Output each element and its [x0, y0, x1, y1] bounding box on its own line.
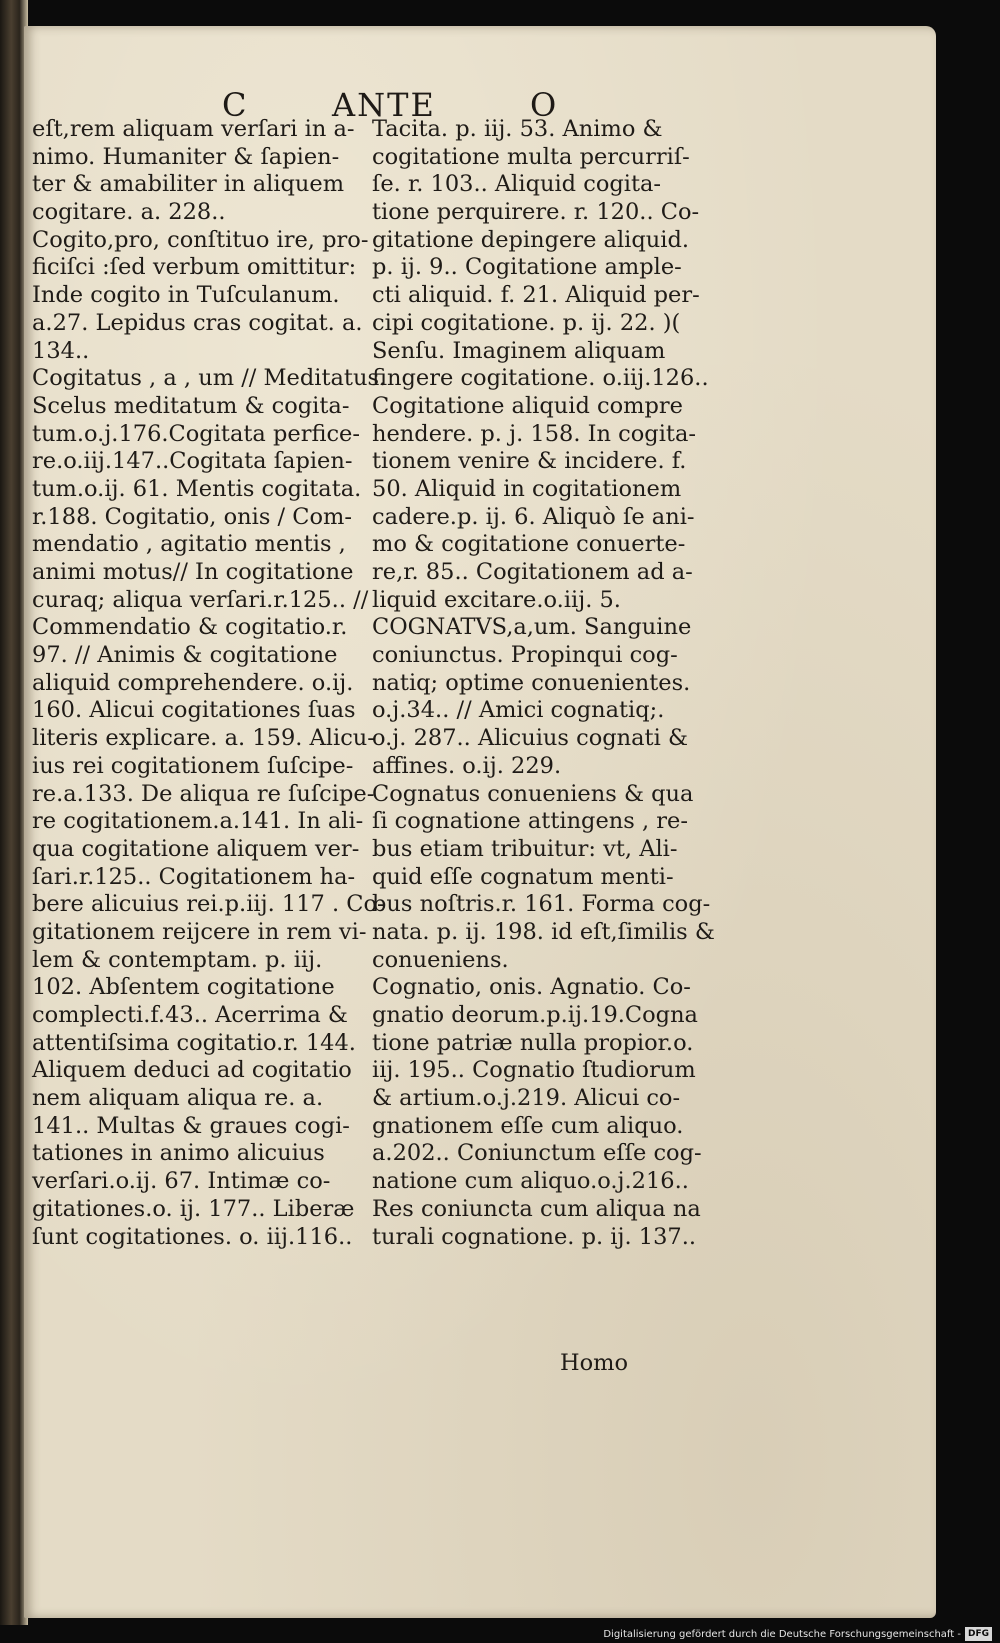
left-column-line: eſt,rem aliquam verſari in a- [32, 116, 355, 142]
right-column-line: iij. 195.. Cognatio ſtudiorum [372, 1057, 696, 1084]
left-column-line: mendatio , agitatio mentis , [32, 531, 346, 558]
right-column-line: Senſu. Imaginem aliquam [372, 337, 666, 364]
left-column-line: Cogitatus , a , um // Meditatus. [32, 365, 387, 392]
right-column-line: gnationem eſſe cum aliquo. [372, 1112, 684, 1139]
right-column-line: fingere cogitatione. o.iij.126.. [372, 365, 709, 392]
right-column-line: ſe. r. 103.. Aliquid cogita- [372, 171, 662, 198]
right-column-line: affines. o.ij. 229. [372, 752, 562, 779]
left-column-line: Commendatio & cogitatio.r. [32, 614, 348, 641]
right-column-line: ſi cognatione attingens , re- [372, 808, 688, 835]
left-column-line: Inde cogito in Tuſculanum. [32, 282, 340, 309]
right-column-line: o.j. 287.. Alicuius cognati & [372, 725, 688, 752]
right-column-line: COGNATVS,a,um. Sanguine [372, 614, 692, 641]
left-column-line: Aliquem deduci ad cogitatio [32, 1057, 352, 1084]
right-column-line: coniunctus. Propinqui cog- [372, 642, 678, 669]
running-head-left: C [222, 86, 247, 124]
right-column-line: Cogitatione aliquid compre [372, 392, 683, 419]
right-column-line: gnatio deorum.p.ij.19.Cogna [372, 1002, 698, 1028]
right-column-line: nata. p. ij. 198. id eſt,ſimilis & [372, 918, 715, 945]
right-column-line: Res coniuncta cum aliqua na [372, 1195, 701, 1222]
left-column-line: re.o.iij.147..Cogitata ſapien- [32, 448, 353, 475]
left-column-line: ius rei cogitationem ſuſcipe- [32, 752, 354, 779]
right-column-line: Cognatus conueniens & qua [372, 780, 694, 807]
right-column-line: natiq; optime conuenientes. [372, 669, 691, 696]
right-column-line: gitatione depingere aliquid. [372, 226, 689, 253]
running-head-right: O [530, 86, 557, 124]
left-column-line: Cogito,pro, conſtituo ire, pro- [32, 226, 369, 253]
left-column-line: 134.. [32, 337, 90, 364]
right-column-line: cadere.p. ij. 6. Aliquò ſe ani- [372, 503, 695, 530]
left-column-line: tum.o.j.176.Cogitata perfice- [32, 420, 360, 447]
right-column-line: a.202.. Coniunctum eſſe cog- [372, 1140, 702, 1167]
right-column-line: natione cum aliquo.o.j.216.. [372, 1168, 689, 1195]
right-column-line: 50. Aliquid in cogitationem [372, 475, 682, 502]
left-text-column [32, 116, 387, 1251]
left-column-line: gitationem reijcere in rem vi- [32, 918, 367, 945]
right-column-line: cogitatione multa percurriſ- [372, 143, 690, 170]
left-column-line: literis explicare. a. 159. Alicu- [32, 725, 375, 752]
digitization-footer [603, 1626, 992, 1642]
left-column-line: gitationes.o. ij. 177.. Liberæ [32, 1195, 355, 1222]
left-column-line: attentiſsima cogitatio.r. 144. [32, 1029, 356, 1056]
left-column-line: curaq; aliqua verſari.r.125.. // [32, 586, 369, 613]
left-column-line: animi motus// In cogitatione [32, 559, 354, 585]
left-column-line: 160. Alicui cogitationes ſuas [32, 697, 356, 724]
right-column-line: o.j.34.. // Amici cognatiq;. [372, 697, 665, 724]
left-column-line: ſari.r.125.. Cogitationem ha- [32, 863, 356, 890]
dfg-logo: DFG [965, 1627, 992, 1641]
left-column-line: complecti.f.43.. Acerrima & [32, 1002, 348, 1028]
right-column-line: mo & cogitatione conuerte- [372, 531, 686, 558]
left-column-line: 141.. Multas & graues cogi- [32, 1112, 350, 1139]
right-column-line: Cognatio, onis. Agnatio. Co- [372, 974, 691, 1001]
left-column-line: bere alicuius rei.p.iij. 117 . Co- [32, 891, 385, 918]
right-column-line: turali cognatione. p. ij. 137.. [372, 1223, 697, 1250]
left-column-line: tationes in animo alicuius [32, 1140, 325, 1167]
right-column-line: quid eſſe cognatum menti- [372, 863, 674, 890]
right-column-line: conueniens. [372, 946, 509, 973]
left-column-line: Scelus meditatum & cogita- [32, 392, 350, 419]
left-column-line: ſunt cogitationes. o. iij.116.. [32, 1223, 353, 1250]
catchword: Homo [560, 1350, 629, 1376]
right-column-line: liquid excitare.o.iij. 5. [372, 586, 621, 613]
left-column-line: r.188. Cogitatio, onis / Com- [32, 503, 352, 530]
right-column-line: cti aliquid. f. 21. Aliquid per- [372, 282, 700, 309]
right-column-line: & artium.o.j.219. Alicui co- [372, 1085, 681, 1112]
right-column-line: re,r. 85.. Cogitationem ad a- [372, 559, 693, 585]
running-head-center: ANTE [332, 86, 436, 124]
left-column-line: aliquid comprehendere. o.ij. [32, 669, 354, 696]
left-column-line: ficiſci :ſed verbum omittitur: [32, 254, 357, 281]
left-column-line: re.a.133. De aliqua re ſuſcipe- [32, 780, 375, 807]
right-column-line: p. ij. 9.. Cogitatione ample- [372, 254, 682, 281]
footer-credit: Digitalisierung gefördert durch die Deutsche Forschungsgemeinschaft - [603, 1628, 961, 1640]
right-column-line: Tacita. p. iij. 53. Animo & [372, 116, 663, 142]
left-column-line: nimo. Humaniter & ſapien- [32, 143, 340, 170]
left-column-line: cogitare. a. 228.. [32, 199, 226, 226]
right-column-line: tione perquirere. r. 120.. Co- [372, 199, 700, 226]
right-text-column [372, 116, 762, 1251]
left-column-line: 102. Abſentem cogitatione [32, 974, 335, 1001]
left-column-line: a.27. Lepidus cras cogitat. a. [32, 309, 363, 336]
right-column-line: tione patriæ nulla propior.o. [372, 1029, 694, 1056]
left-column-line: verſari.o.ij. 67. Intimæ co- [32, 1168, 331, 1195]
right-column-line: bus noſtris.r. 161. Forma cog- [372, 891, 711, 918]
right-column-line: tionem venire & incidere. f. [372, 448, 687, 475]
left-column-line: tum.o.ij. 61. Mentis cogitata. [32, 475, 362, 502]
right-column-line: cipi cogitatione. p. ij. 22. )( [372, 309, 681, 336]
left-column-line: 97. // Animis & cogitatione [32, 642, 338, 669]
left-column-line: re cogitationem.a.141. In ali- [32, 808, 364, 835]
left-column-line: qua cogitatione aliquem ver- [32, 835, 360, 862]
left-column-line: ter & amabiliter in aliquem [32, 171, 345, 198]
right-column-line: hendere. p. j. 158. In cogita- [372, 420, 696, 447]
left-column-line: lem & contemptam. p. iij. [32, 946, 323, 973]
right-column-line: bus etiam tribuitur: vt, Ali- [372, 835, 678, 862]
left-column-line: nem aliquam aliqua re. a. [32, 1085, 324, 1112]
